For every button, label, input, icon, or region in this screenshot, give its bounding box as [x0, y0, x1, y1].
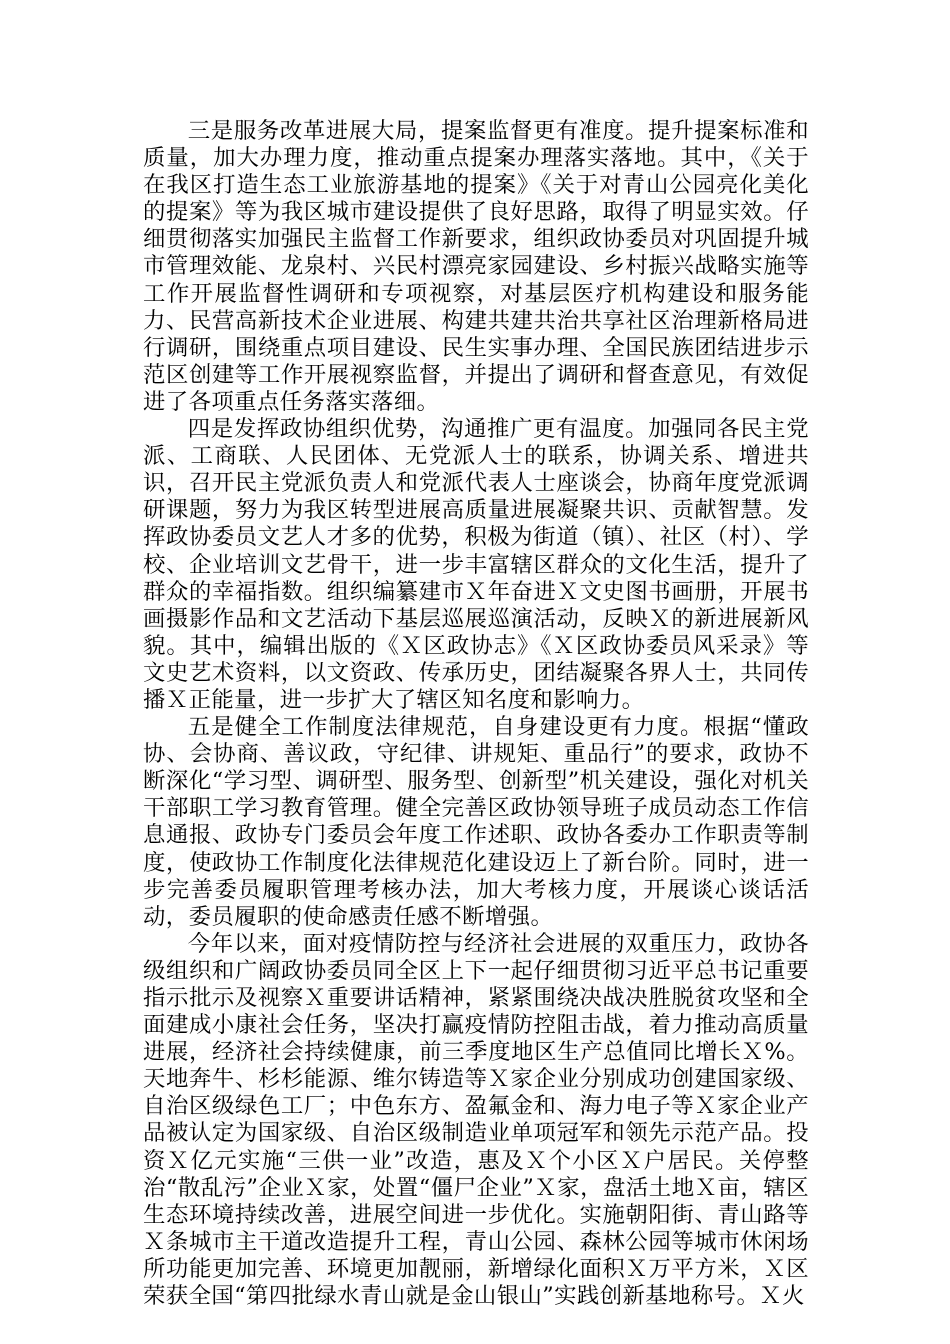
paragraph-service-reform: 三是服务改革进展大局，提案监督更有准度。提升提案标准和质量，加大办理力度，推动重点提案办理落实落地。其中，《关于在我区打造生态工业旅游基地的提案》《关于对青山公园亮化美化的提案》等为我区城市建设提供了良好思路，取得了明显实效。仔细贯彻落实加强民主监督工作新要求，组织政协委员对巩固提升城市管理效能、龙泉村、兴民村漂亮家园建设、乡村振兴战略实施等工作开展监督性调研和专项视察，对基层医疗机构建设和服务能力、民营高新技术企业进展、构建共建共治共享社区治理新格局进行调研，围绕重点项目建设、民生实事办理、全国民族团结进步示范区创建等工作开展视察监督，并提出了调研和督查意见，有效促进了各项重点任务落实落细。	[143, 118, 809, 415]
paragraph-organization-advantage: 四是发挥政协组织优势，沟通推广更有温度。加强同各民主党派、工商联、人民团体、无党派人士的联系，协调关系、增进共识，召开民主党派负责人和党派代表人士座谈会，协商年度党派调研课题，努力为我区转型进展高质量进展凝聚共识、贡献智慧。发挥政协委员文艺人才多的优势，积极为街道（镇）、社区（村）、学校、企业培训文艺骨干，进一步丰富辖区群众的文化生活，提升了群众的幸福指数。组织编纂建市Ｘ年奋进Ｘ文史图书画册，开展书画摄影作品和文艺活动下基层巡展巡演活动，反映Ｘ的新进展新风貌。其中，编辑出版的《Ｘ区政协志》《Ｘ区政协委员风采录》等文史艺术资料，以文资政、传承历史，团结凝聚各界人士，共同传播Ｘ正能量，进一步扩大了辖区知名度和影响力。	[143, 416, 809, 713]
paragraph-this-year: 今年以来，面对疫情防控与经济社会进展的双重压力，政协各级组织和广阔政协委员同全区上下一起仔细贯彻习近平总书记重要指示批示及视察Ｘ重要讲话精神，紧紧围绕决战决胜脱贫攻坚和全面建成小康社会任务，坚决打赢疫情防控阻击战，着力推动高质量进展，经济社会持续健康，前三季度地区生产总值同比增长Ｘ%。天地奔牛、杉杉能源、维尔铸造等Ｘ家企业分别成功创建国家级、自治区级绿色工厂；中色东方、盈氟金和、海力电子等Ｘ家企业产品被认定为国家级、自治区级制造业单项冠军和领先示范产品。投资Ｘ亿元实施“三供一业”改造，惠及Ｘ个小区Ｘ户居民。关停整治“散乱污”企业Ｘ家，处置“僵尸企业”Ｘ家，盘活土地Ｘ亩，辖区生态环境持续改善，进展空间进一步优化。实施朝阳街、青山路等Ｘ条城市主干道改造提升工程，青山公园、森林公园等城市休闲场所功能更加完善、环境更加靓丽，新增绿化面积Ｘ万平方米，Ｘ区荣获全国“第四批绿水青山就是金山银山”实践创新基地称号。Ｘ火	[143, 930, 809, 1310]
document-body	[143, 118, 809, 1310]
paragraph-work-system: 五是健全工作制度法律规范，自身建设更有力度。根据“懂政协、会协商、善议政，守纪律、讲规矩、重品行”的要求，政协不断深化“学习型、调研型、服务型、创新型”机关建设，强化对机关干部职工学习教育管理。健全完善区政协领导班子成员动态工作信息通报、政协专门委员会年度工作述职、政协各委办工作职责等制度，使政协工作制度化法律规范化建设迈上了新台阶。同时，进一步完善委员履职管理考核办法，加大考核力度，开展谈心谈话活动，委员履职的使命感责任感不断增强。	[143, 714, 809, 930]
